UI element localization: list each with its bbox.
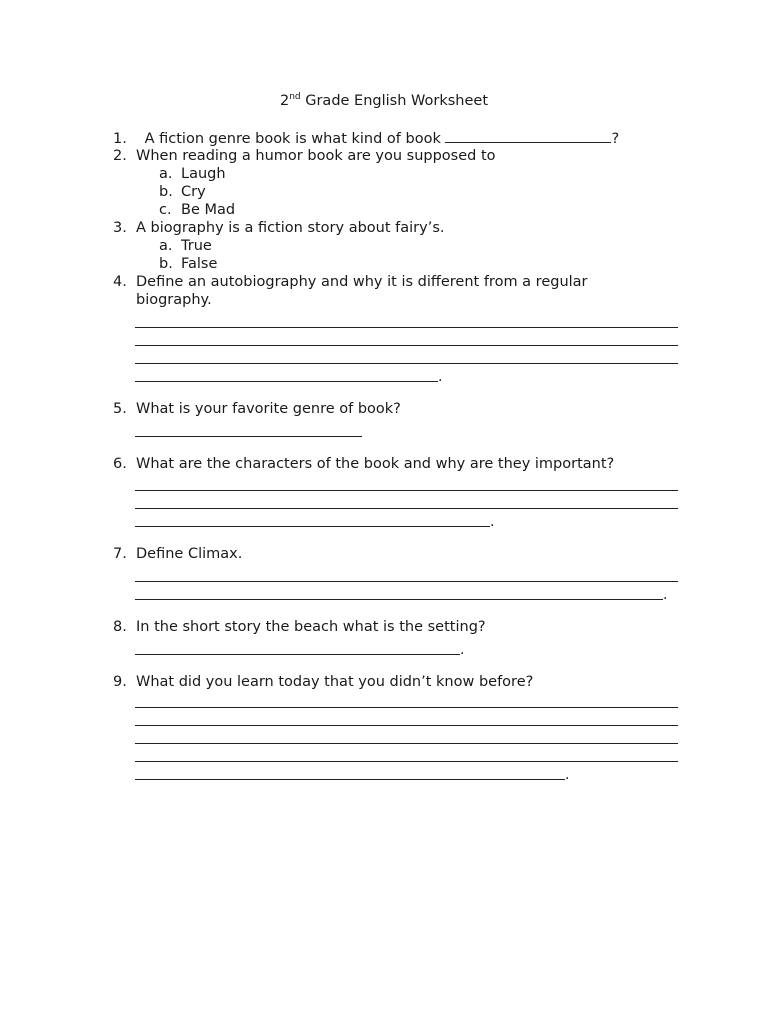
answer-line[interactable]	[135, 581, 678, 582]
option-letter: b.	[159, 256, 173, 272]
question-5	[113, 401, 401, 417]
question-text: Define an autobiography and why it is different from a regular	[136, 274, 588, 290]
answer-line[interactable]	[135, 707, 678, 708]
question-4	[113, 274, 588, 290]
answer-line[interactable]	[135, 599, 663, 600]
option-letter: a.	[159, 166, 173, 182]
question-number: 1.	[113, 131, 127, 147]
question-text: What did you learn today that you didn’t know before?	[136, 674, 534, 690]
question-8	[113, 619, 486, 635]
line-period: .	[490, 514, 495, 530]
question-9	[113, 674, 533, 690]
question-text: Define Climax.	[136, 546, 243, 562]
line-period: .	[565, 767, 570, 783]
option-text: Laugh	[181, 166, 226, 182]
question-number: 5.	[113, 401, 127, 417]
question-6	[113, 456, 614, 472]
answer-line[interactable]	[135, 743, 678, 744]
answer-line[interactable]	[135, 363, 678, 364]
question-number: 4.	[113, 274, 127, 290]
option-letter: a.	[159, 238, 173, 254]
question-4-continuation: biography.	[136, 292, 212, 308]
question-7	[113, 546, 242, 562]
option-letter: b.	[159, 184, 173, 200]
answer-line[interactable]	[135, 381, 438, 382]
line-period: .	[460, 642, 465, 658]
title-ordinal: 2	[279, 93, 290, 109]
question-text: In the short story the beach what is the setting?	[136, 619, 486, 635]
option-text: Be Mad	[181, 202, 236, 218]
question-number: 7.	[113, 546, 127, 562]
answer-line[interactable]	[135, 490, 678, 491]
answer-line[interactable]	[135, 436, 362, 437]
option-text: Cry	[181, 184, 206, 200]
answer-blank[interactable]	[445, 130, 611, 143]
line-period: .	[438, 369, 443, 385]
answer-line[interactable]	[135, 725, 678, 726]
option-text: True	[181, 238, 212, 254]
option-b[interactable]	[159, 184, 206, 200]
answer-line[interactable]	[135, 508, 678, 509]
question-text: When reading a humor book are you supposed to	[136, 148, 496, 164]
question-number: 9.	[113, 674, 127, 690]
question-3	[113, 220, 445, 236]
option-a[interactable]	[159, 238, 212, 254]
answer-line[interactable]	[135, 654, 460, 655]
question-text: What are the characters of the book and why are they important?	[136, 456, 615, 472]
question-number: 6.	[113, 456, 127, 472]
option-a[interactable]	[159, 166, 226, 182]
answer-line[interactable]	[135, 761, 678, 762]
question-number: 3.	[113, 220, 127, 236]
option-letter: c.	[159, 202, 172, 218]
worksheet-title	[0, 92, 768, 109]
answer-line[interactable]	[135, 345, 678, 346]
option-b[interactable]	[159, 256, 217, 272]
title-rest: Grade English Worksheet	[300, 93, 489, 109]
question-text-end: ?	[611, 131, 620, 147]
answer-line[interactable]	[135, 526, 490, 527]
question-text: A biography is a fiction story about fairy’s.	[136, 220, 445, 236]
question-text: What is your favorite genre of book?	[136, 401, 401, 417]
question-number: 8.	[113, 619, 127, 635]
answer-line[interactable]	[135, 327, 678, 328]
title-superscript: nd	[289, 92, 301, 102]
line-period: .	[663, 587, 668, 603]
question-number: 2.	[113, 148, 127, 164]
question-text: A fiction genre book is what kind of book	[144, 131, 446, 147]
question-1	[113, 130, 619, 147]
option-text: False	[181, 256, 218, 272]
answer-line[interactable]	[135, 779, 565, 780]
question-2	[113, 148, 496, 164]
option-c[interactable]	[159, 202, 235, 218]
